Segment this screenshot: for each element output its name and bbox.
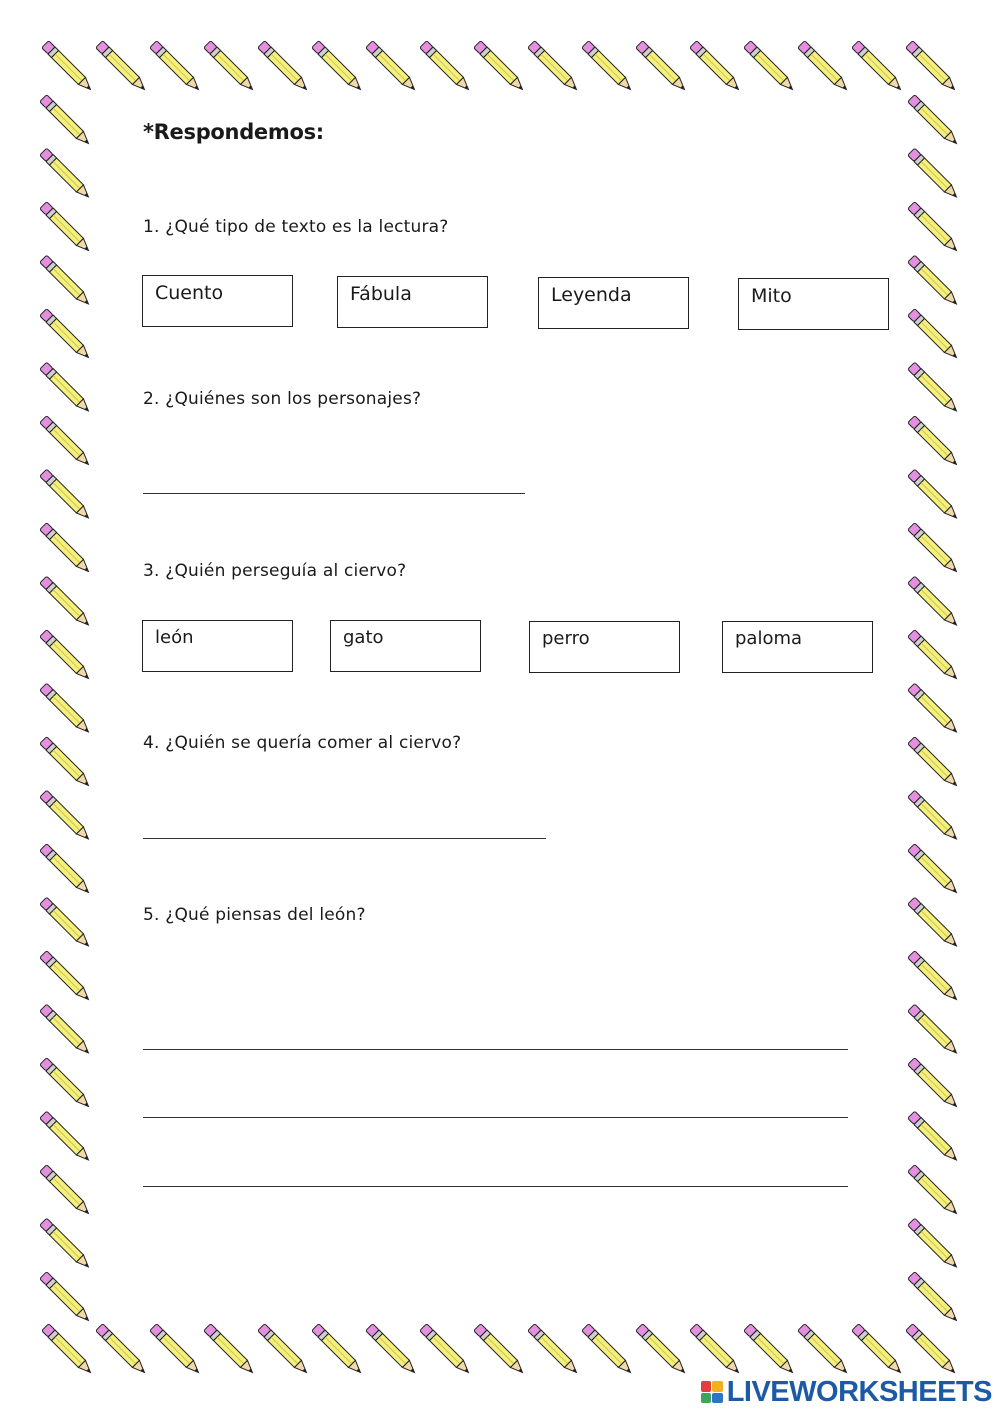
pencil-icon [798, 1324, 850, 1376]
pencil-icon [908, 362, 960, 414]
pencil-icon [96, 41, 148, 93]
pencil-icon [366, 1324, 418, 1376]
pencil-icon [908, 630, 960, 682]
pencil-icon [420, 41, 472, 93]
answer-option-paloma[interactable]: paloma [722, 621, 873, 673]
pencil-icon [150, 1324, 202, 1376]
pencil-icon [96, 1324, 148, 1376]
pencil-icon [908, 790, 960, 842]
answer-option-perro[interactable]: perro [529, 621, 680, 673]
pencil-icon [420, 1324, 472, 1376]
pencil-icon [474, 1324, 526, 1376]
pencil-icon [908, 469, 960, 521]
pencil-icon [40, 1058, 92, 1110]
pencil-icon [40, 1218, 92, 1270]
pencil-icon [40, 630, 92, 682]
pencil-icon [908, 1165, 960, 1217]
pencil-icon [908, 1058, 960, 1110]
pencil-icon [40, 523, 92, 575]
pencil-icon [906, 1324, 958, 1376]
pencil-icon [258, 41, 310, 93]
pencil-icon [798, 41, 850, 93]
pencil-icon [908, 255, 960, 307]
pencil-icon [40, 1272, 92, 1324]
liveworksheets-logo [701, 1377, 992, 1407]
pencil-icon [42, 41, 94, 93]
pencil-icon [908, 202, 960, 254]
pencil-icon [744, 41, 796, 93]
pencil-icon [908, 683, 960, 735]
pencil-icon [582, 41, 634, 93]
answer-line-opinion-1[interactable] [143, 1049, 848, 1050]
answer-option-cuento[interactable]: Cuento [142, 275, 293, 327]
pencil-icon [908, 1218, 960, 1270]
question-4: 4. ¿Quién se quería comer al ciervo? [143, 733, 462, 753]
pencil-icon [366, 41, 418, 93]
pencil-icon [312, 41, 364, 93]
pencil-icon [690, 41, 742, 93]
answer-option-leyenda[interactable]: Leyenda [538, 277, 689, 329]
pencil-icon [40, 1111, 92, 1163]
pencil-icon [204, 1324, 256, 1376]
answer-option-gato[interactable]: gato [330, 620, 481, 672]
pencil-icon [40, 469, 92, 521]
question-1: 1. ¿Qué tipo de texto es la lectura? [143, 217, 449, 237]
pencil-icon [40, 683, 92, 735]
answer-line-opinion-3[interactable] [143, 1186, 848, 1187]
pencil-icon [312, 1324, 364, 1376]
question-5: 5. ¿Qué piensas del león? [143, 905, 366, 925]
pencil-icon [40, 416, 92, 468]
answer-line-who-wanted-to-eat[interactable] [143, 838, 546, 839]
pencil-icon [42, 1324, 94, 1376]
answer-line-opinion-2[interactable] [143, 1117, 848, 1118]
answer-line-characters[interactable] [143, 493, 525, 494]
pencil-icon [40, 255, 92, 307]
pencil-icon [908, 897, 960, 949]
pencil-icon [908, 95, 960, 147]
pencil-icon [528, 41, 580, 93]
question-2: 2. ¿Quiénes son los personajes? [143, 389, 422, 409]
pencil-icon [40, 362, 92, 414]
pencil-icon [40, 951, 92, 1003]
pencil-icon [40, 148, 92, 200]
pencil-icon [690, 1324, 742, 1376]
pencil-icon [40, 737, 92, 789]
answer-option-leon[interactable]: león [142, 620, 293, 672]
pencil-icon [908, 1004, 960, 1056]
pencil-icon [474, 41, 526, 93]
pencil-icon [908, 1111, 960, 1163]
pencil-icon [40, 897, 92, 949]
pencil-icon [582, 1324, 634, 1376]
pencil-icon [204, 41, 256, 93]
pencil-icon [908, 523, 960, 575]
pencil-icon [40, 95, 92, 147]
pencil-icon [906, 41, 958, 93]
logo-badge-icon [701, 1381, 723, 1403]
pencil-icon [908, 576, 960, 628]
pencil-icon [40, 1004, 92, 1056]
pencil-icon [636, 41, 688, 93]
answer-option-fabula[interactable]: Fábula [337, 276, 488, 328]
pencil-icon [908, 844, 960, 896]
pencil-icon [40, 309, 92, 361]
pencil-icon [40, 576, 92, 628]
question-3: 3. ¿Quién perseguía al ciervo? [143, 561, 407, 581]
pencil-icon [40, 1165, 92, 1217]
pencil-icon [744, 1324, 796, 1376]
pencil-icon [150, 41, 202, 93]
pencil-icon [908, 1272, 960, 1324]
answer-option-mito[interactable]: Mito [738, 278, 889, 330]
pencil-icon [852, 41, 904, 93]
pencil-icon [852, 1324, 904, 1376]
pencil-icon [908, 951, 960, 1003]
pencil-icon [636, 1324, 688, 1376]
pencil-icon [908, 309, 960, 361]
logo-text: LIVEWORKSHEETS [726, 1375, 992, 1408]
pencil-icon [528, 1324, 580, 1376]
pencil-icon [40, 202, 92, 254]
pencil-icon [908, 148, 960, 200]
pencil-icon [40, 844, 92, 896]
pencil-icon [908, 737, 960, 789]
pencil-icon [908, 416, 960, 468]
pencil-icon [40, 790, 92, 842]
pencil-icon [258, 1324, 310, 1376]
section-heading: *Respondemos: [143, 120, 324, 144]
